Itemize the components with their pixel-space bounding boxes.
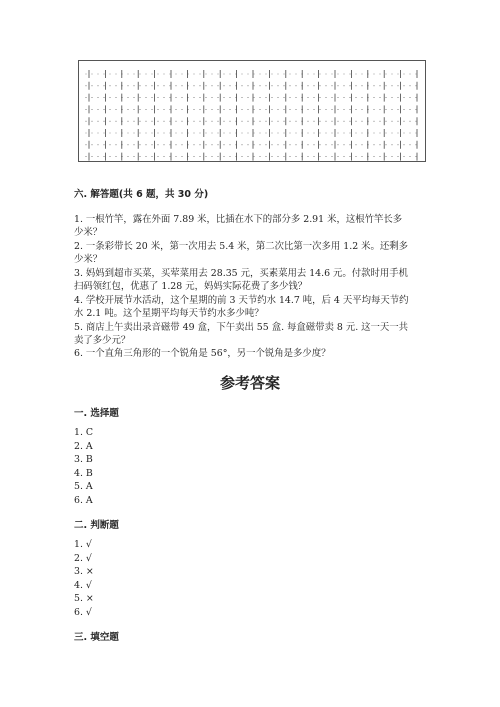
fill-heading: 三. 填空题 xyxy=(74,632,119,643)
question-line: 扫码领红包，优惠了 1.28 元，妈妈实际花费了多少钱？ xyxy=(74,281,308,292)
answer-item: 5. A xyxy=(74,481,93,493)
answers-title: 参考答案 xyxy=(219,374,280,392)
answer-item: 6. √ xyxy=(74,607,92,618)
choice-heading: 一. 选择题 xyxy=(74,408,119,419)
question-line: 少米？ xyxy=(74,254,103,265)
dotted-grid xyxy=(79,61,427,163)
question-line: 3. 妈妈到超市买菜，买荤菜用去 28.35 元，买素菜用去 14.6 元。付款时用手机 xyxy=(74,268,409,279)
question-line: 1. 一根竹竿，露在外面 7.89 米，比插在水下的部分多 2.91 米，这根竹竿长多 xyxy=(74,214,403,225)
answer-grid-box xyxy=(78,60,426,162)
question-line: 水 2.1 吨。这个星期平均每天节约水多少吨？ xyxy=(74,308,264,319)
question-line: 少米？ xyxy=(74,227,103,238)
answer-item: 1. C xyxy=(74,427,94,438)
answer-item: 4. √ xyxy=(74,579,92,591)
answer-item: 4. B xyxy=(74,467,93,479)
answer-item: 2. √ xyxy=(74,552,92,564)
question-line: 5. 商店上午卖出录音磁带 49 盒，下午卖出 55 盒. 每盒磁带卖 8 元. 这一天一共 xyxy=(74,322,409,333)
answer-item: 3. × xyxy=(74,566,94,578)
question-line: 4. 学校开展节水活动，这个星期的前 3 天节约水 14.7 吨，后 4 天平均每天节约 xyxy=(74,295,409,306)
answer-item: 2. A xyxy=(74,440,93,452)
section6-heading: 六. 解答题(共 6 题，共 30 分) xyxy=(74,189,209,200)
judge-heading: 二. 判断题 xyxy=(74,520,119,531)
answer-item: 1. √ xyxy=(74,539,92,550)
answer-item: 5. × xyxy=(74,593,94,605)
question-line: 6. 一个直角三角形的一个锐角是 56°，另一个锐角是多少度？ xyxy=(74,348,331,359)
question-line: 2. 一条彩带长 20 米，第一次用去 5.4 米，第二次比第一次多用 1.2 米。还剩多 xyxy=(74,241,409,252)
answer-item: 3. B xyxy=(74,454,93,466)
question-line: 卖了多少元？ xyxy=(74,335,131,346)
answer-item: 6. A xyxy=(74,495,93,506)
